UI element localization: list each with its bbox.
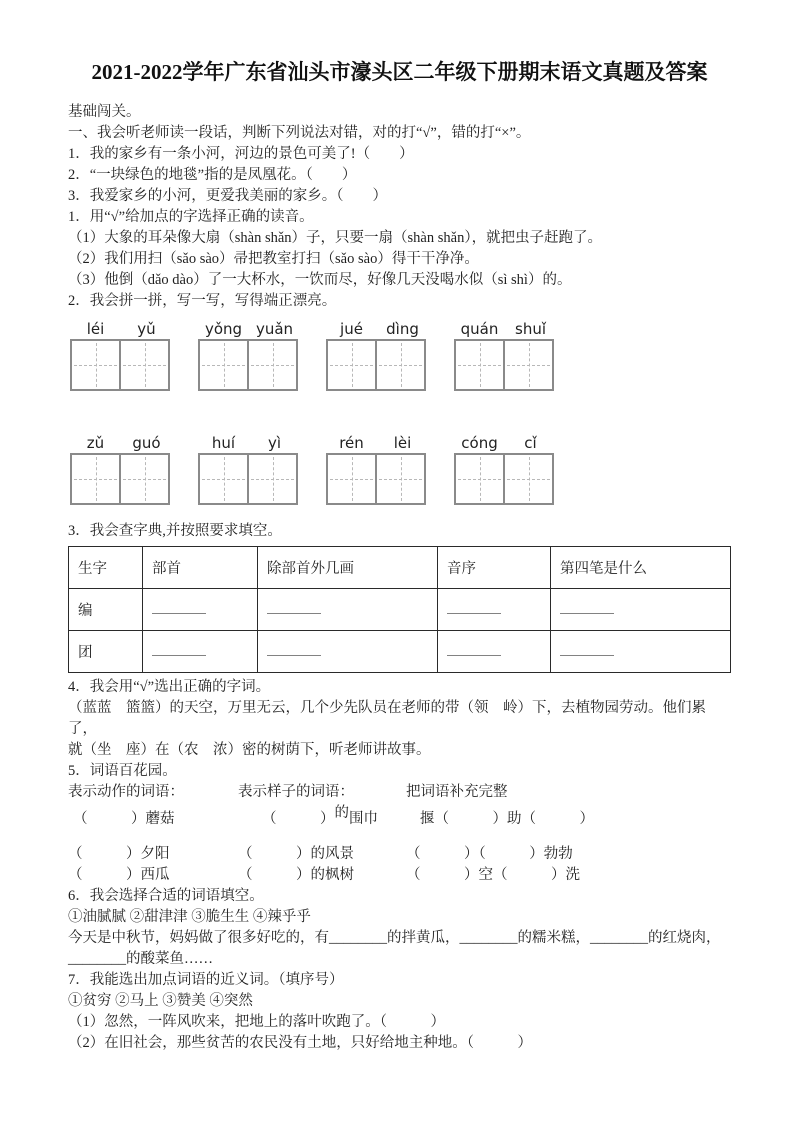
pinyin-syllable: lèi [393, 434, 412, 452]
q5-blank-parens: （ ） [262, 811, 335, 827]
table-blank-cell [258, 631, 438, 673]
grid-cell [328, 341, 375, 389]
writing-grid [326, 339, 426, 391]
pinyin-labels [454, 433, 556, 453]
part1-heading: 一、我会听老师读一段话，判断下列说法对错，对的打“√”，错的打“×”。 [68, 125, 531, 141]
pinyin-grid-row [70, 433, 731, 505]
pinyin-labels [326, 319, 428, 339]
q2-heading: 2．我会拼一拼，写一写，写得端正漂亮。 [68, 293, 337, 309]
blank-line [447, 600, 501, 614]
pinyin-group [198, 319, 300, 391]
pinyin-group [326, 319, 428, 391]
pinyin-syllable: yǒng [204, 320, 243, 338]
pinyin-syllable: zǔ [86, 434, 105, 452]
q5-row [68, 805, 731, 830]
pinyin-labels [326, 433, 428, 453]
grid-cell [328, 455, 375, 503]
q1-item: （1）大象的耳朵像大扇（shàn shǎn）子，只要一扇（shàn shǎn），就把虫子赶跑了。 [68, 230, 603, 246]
writing-grid [326, 453, 426, 505]
grid-cell [200, 455, 247, 503]
q5-fill-item: （ ）的枫树 [238, 867, 354, 883]
table-blank-cell [258, 589, 438, 631]
writing-grid [70, 339, 170, 391]
entry-char-cell: 团 [69, 631, 143, 673]
grid-cell [72, 455, 119, 503]
q5-column-label: 把词语补充完整 [406, 784, 508, 800]
table-header-cell: 第四笔是什么 [551, 547, 731, 589]
pinyin-group [454, 319, 556, 391]
pinyin-syllable: jué [340, 320, 363, 338]
writing-grid [454, 339, 554, 391]
q6-line: ________的酸菜鱼…… [68, 951, 213, 967]
pinyin-group [326, 433, 428, 505]
q4-line: 就（坐 座）在（农 浓）密的树荫下，听老师讲故事。 [68, 742, 431, 758]
grid-cell [375, 341, 424, 389]
grid-cell [503, 455, 552, 503]
q5-fill-item: 揠（ ）助（ ） [420, 811, 594, 827]
entry-char-cell: 编 [69, 589, 143, 631]
q5-fill-item: （ ）蘑菇 [73, 811, 175, 827]
table-blank-cell [438, 631, 551, 673]
q4-heading: 4．我会用“√”选出正确的字词。 [68, 679, 271, 695]
pinyin-syllable: yì [267, 434, 282, 452]
pinyin-labels [198, 433, 300, 453]
q5-fill-item: （ ）（ ）勃勃 [406, 846, 573, 862]
q3-heading: 3．我会查字典,并按照要求填空。 [68, 523, 282, 539]
true-false-item: 1．我的家乡有一条小河，河边的景色可美了!（ ） [68, 146, 414, 162]
grid-cell [247, 455, 296, 503]
grid-cell [375, 455, 424, 503]
table-header-cell: 音序 [438, 547, 551, 589]
q5-row [68, 844, 731, 865]
blank-line [560, 600, 614, 614]
q5-word: 围巾 [349, 811, 378, 827]
q5-fill-item: （ ）夕阳 [68, 846, 170, 862]
pinyin-group [454, 433, 556, 505]
grid-cell [456, 455, 503, 503]
pinyin-syllable: cóng [461, 434, 498, 452]
table-header-cell: 部首 [143, 547, 258, 589]
q7-heading: 7．我能选出加点词语的近义词。（填序号） [68, 972, 344, 988]
q5-fill-item [238, 805, 406, 830]
blank-line [560, 642, 614, 656]
grid-cell [200, 341, 247, 389]
pinyin-group [70, 433, 172, 505]
pinyin-syllable: léi [86, 320, 105, 338]
q6-line: 今天是中秋节，妈妈做了很多好吃的，有________的拌黄瓜，________的糯米糕，________的红烧肉， [68, 930, 721, 946]
pinyin-labels [70, 433, 172, 453]
blank-line [447, 642, 501, 656]
q5-fill-item: （ ）的风景 [238, 846, 354, 862]
table-row [69, 589, 731, 631]
q6-heading: 6．我会选择合适的词语填空。 [68, 888, 264, 904]
dictionary-table [68, 546, 731, 673]
blank-line [152, 642, 206, 656]
writing-grid [198, 453, 298, 505]
q7-options: ①贫穷 ②马上 ③赞美 ④突然 [68, 993, 253, 1009]
table-header-cell: 除部首外几画 [258, 547, 438, 589]
q5-fill-item: （ ）西瓜 [68, 867, 170, 883]
writing-grid [70, 453, 170, 505]
pinyin-group [70, 319, 172, 391]
q5-column-label: 表示样子的词语： [238, 784, 354, 800]
q1-item: （3）他倒（dǎo dào）了一大杯水，一饮而尽，好像几天没喝水似（sì shì）的。 [68, 272, 572, 288]
q5-row [68, 865, 731, 886]
section-intro: 基础闯关。 [68, 104, 141, 120]
pinyin-group [198, 433, 300, 505]
pinyin-syllable: dìng [386, 320, 419, 338]
grid-cell [72, 341, 119, 389]
q5-column-label: 表示动作的词语： [68, 784, 184, 800]
table-header-cell: 生字 [69, 547, 143, 589]
blank-line [267, 600, 321, 614]
pinyin-syllable: yuǎn [255, 320, 294, 338]
pinyin-syllable: cǐ [524, 434, 537, 452]
table-header-row [69, 547, 731, 589]
q5-heading: 5．词语百花园。 [68, 763, 177, 779]
writing-grid [198, 339, 298, 391]
grid-cell [119, 455, 168, 503]
table-blank-cell [551, 631, 731, 673]
q5-raised-de: 的 [334, 805, 349, 821]
pinyin-grid-row [70, 319, 731, 391]
q5-column-labels [68, 782, 731, 803]
pinyin-syllable: quán [460, 320, 499, 338]
pinyin-labels [70, 319, 172, 339]
true-false-item: 3．我爱家乡的小河，更爱我美丽的家乡。（ ） [68, 188, 387, 204]
page-title: 2021-2022学年广东省汕头市濠头区二年级下册期末语文真题及答案 [91, 60, 708, 84]
table-blank-cell [143, 631, 258, 673]
pinyin-labels [454, 319, 556, 339]
pinyin-syllable: huí [211, 434, 236, 452]
writing-grid [454, 453, 554, 505]
table-blank-cell [551, 589, 731, 631]
grid-cell [503, 341, 552, 389]
table-row [69, 631, 731, 673]
q1-heading: 1．用“√”给加点的字选择正确的读音。 [68, 209, 314, 225]
pinyin-syllable: yǔ [137, 320, 156, 338]
grid-cell [119, 341, 168, 389]
q7-item: （2）在旧社会，那些贫苦的农民没有土地，只好给地主种地。（ ） [68, 1035, 532, 1051]
q4-line: （蓝蓝 篮篮）的天空，万里无云，几个少先队员在老师的带（领 岭）下，去植物园劳动。他们累了， [68, 700, 706, 737]
pinyin-syllable: guó [132, 434, 161, 452]
blank-line [152, 600, 206, 614]
true-false-item: 2．“一块绿色的地毯”指的是凤凰花。（ ） [68, 167, 357, 183]
pinyin-syllable: rén [339, 434, 364, 452]
pinyin-syllable: shuǐ [515, 320, 546, 338]
grid-cell [247, 341, 296, 389]
q7-item: （1）忽然，一阵风吹来，把地上的落叶吹跑了。（ ） [68, 1014, 445, 1030]
pinyin-labels [198, 319, 300, 339]
blank-line [267, 642, 321, 656]
table-blank-cell [143, 589, 258, 631]
q5-fill-item: （ ）空（ ）洗 [406, 867, 580, 883]
grid-cell [456, 341, 503, 389]
table-blank-cell [438, 589, 551, 631]
q6-options: ①油腻腻 ②甜津津 ③脆生生 ④辣乎乎 [68, 909, 311, 925]
q1-item: （2）我们用扫（sǎo sào）帚把教室打扫（sǎo sào）得干干净净。 [68, 251, 479, 267]
